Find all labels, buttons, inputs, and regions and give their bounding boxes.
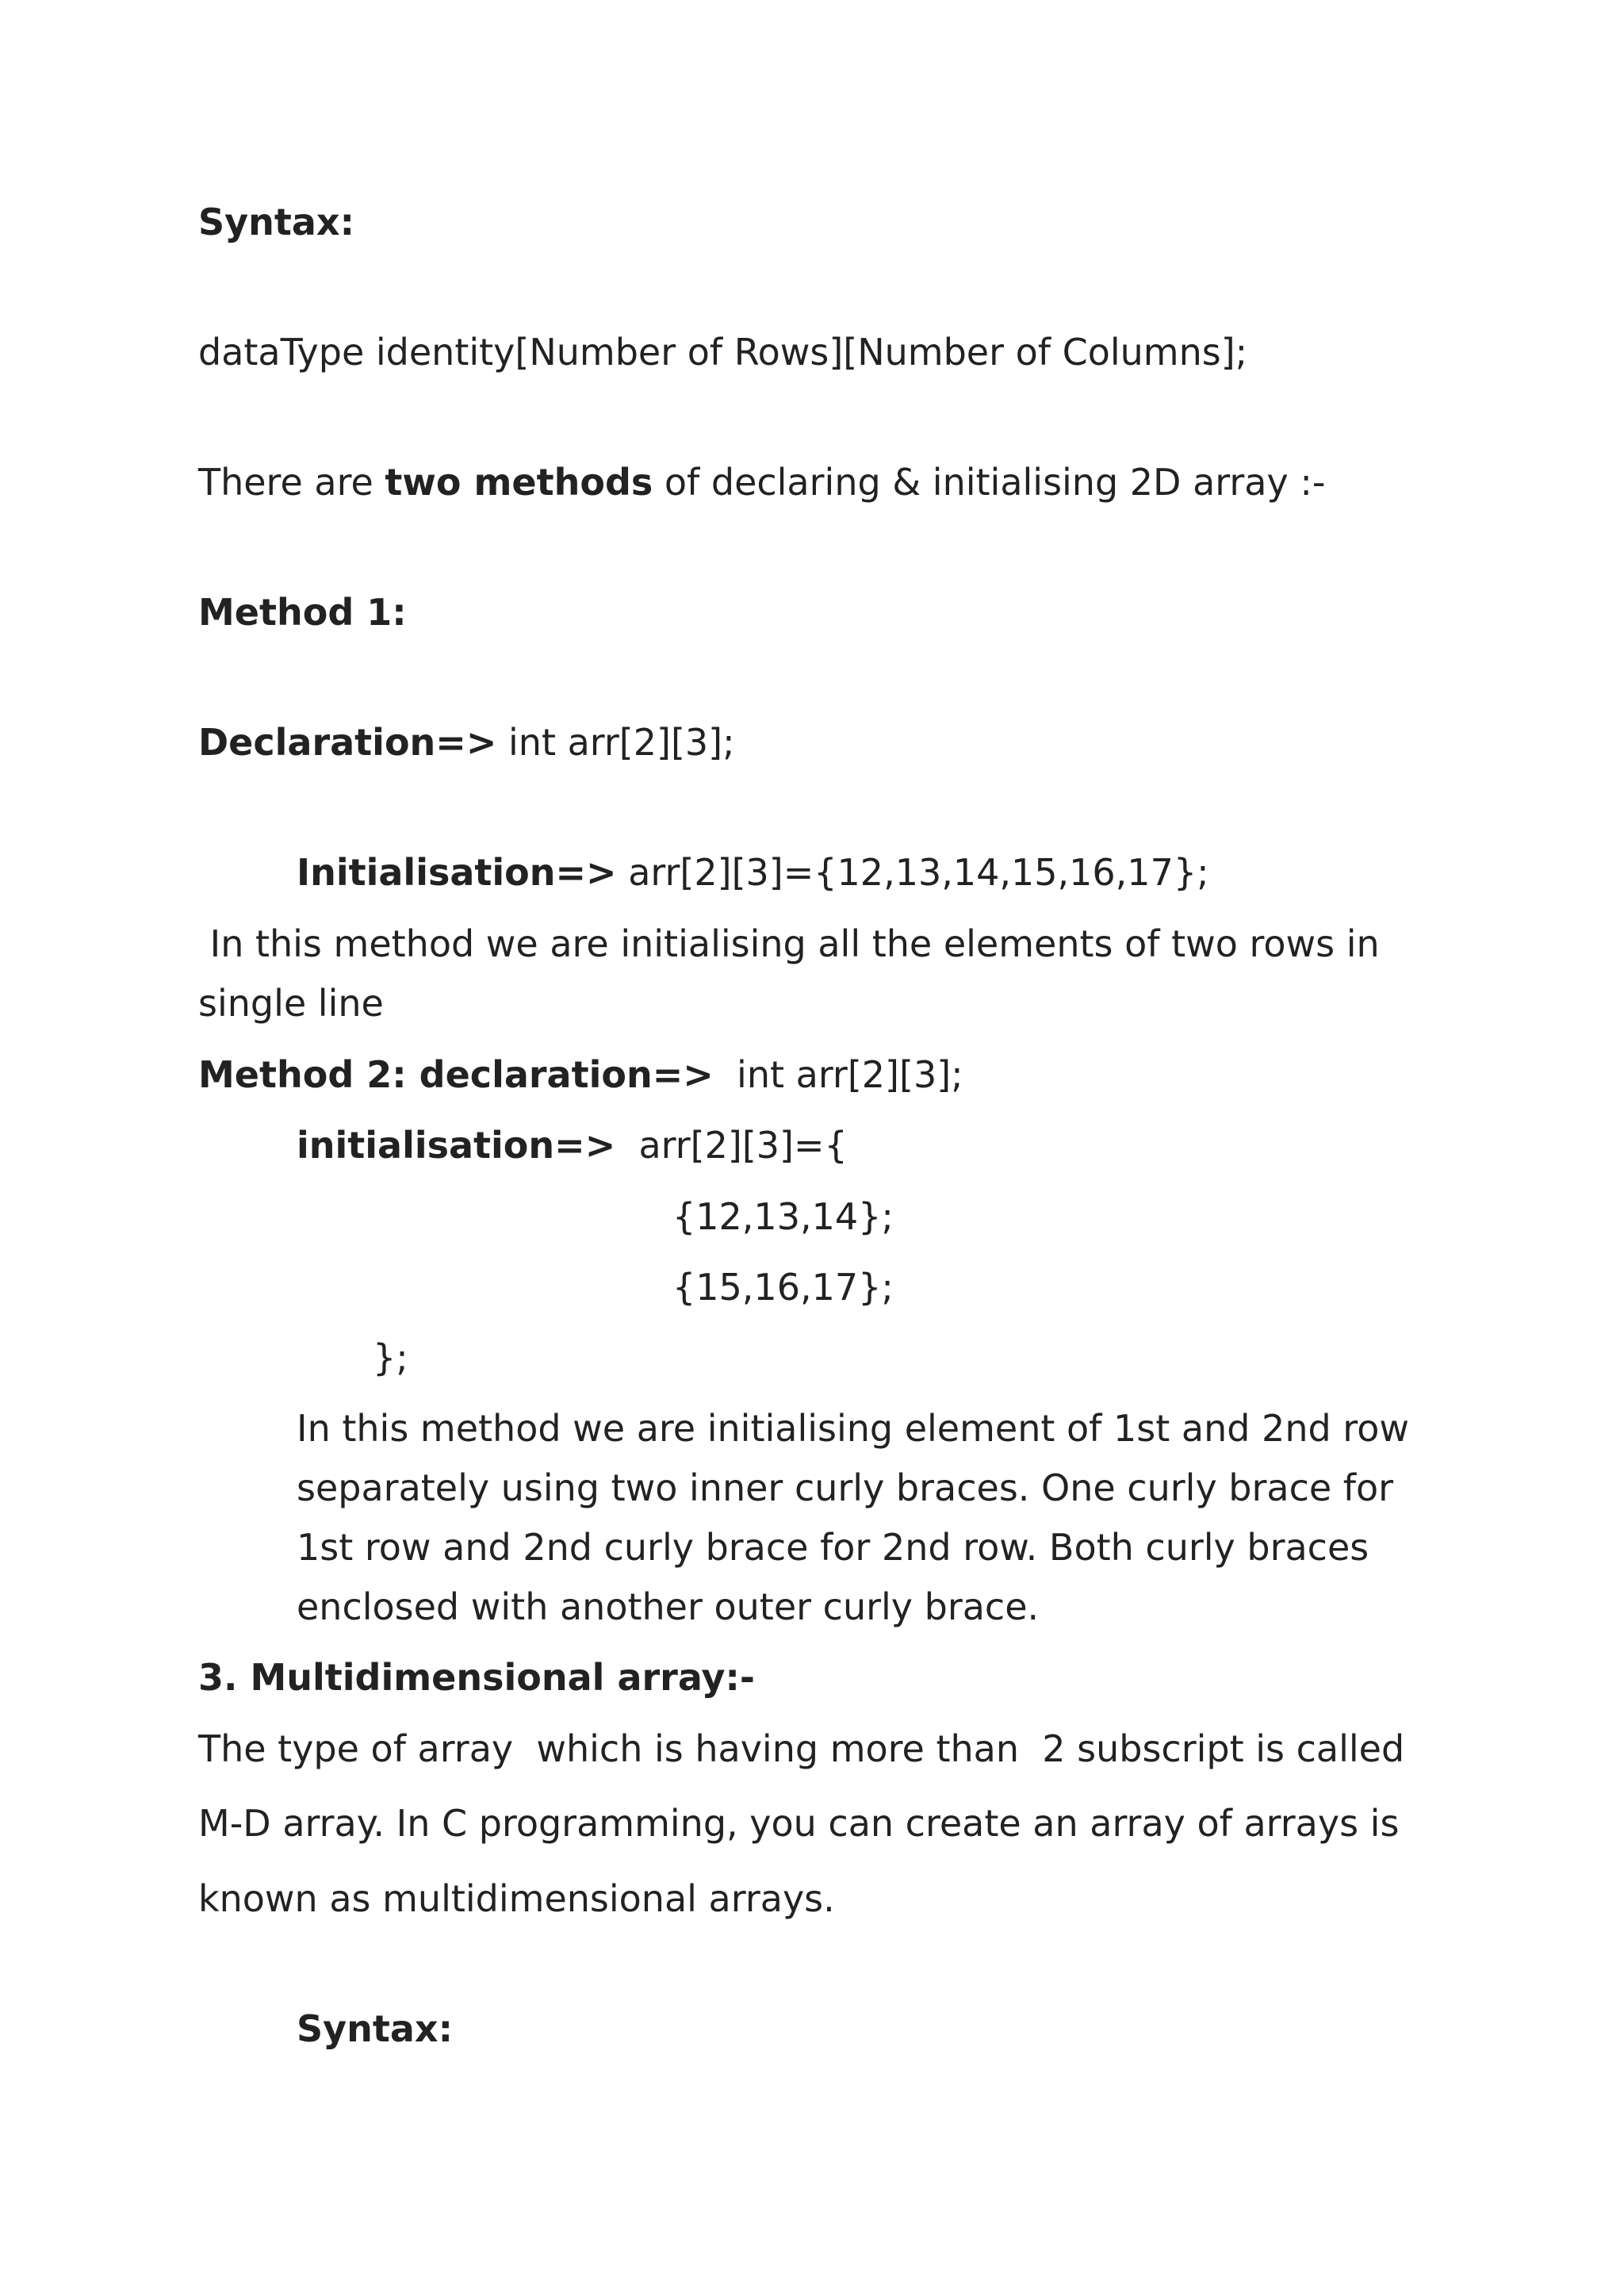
syntax-2d-line: dataType identity[Number of Rows][Number of Columns]; [198,331,1248,374]
method2-initialisation-label: initialisation=> [297,1124,616,1167]
method1-declaration-code: int arr[2][3]; [496,721,735,764]
method2-explanation-line1: In this method we are initialising element of 1st and 2nd row [297,1407,1409,1450]
method2-heading-label: Method 2: declaration=> [198,1053,714,1096]
method2-closing: }; [373,1336,408,1379]
method2-explanation-line4: enclosed with another outer curly brace. [297,1585,1040,1628]
multidim-syntax-heading: Syntax: [297,2007,453,2050]
intro-prefix: There are [198,461,385,504]
method1-heading: Method 1: [198,591,407,634]
method2-row1: {12,13,14}; [672,1195,894,1238]
method1-initialisation-code: arr[2][3]={12,13,14,15,16,17}; [616,851,1209,894]
syntax-heading: Syntax: [198,201,354,243]
method2-explanation-line2: separately using two inner curly braces. One curly brace for [297,1466,1394,1509]
method1-initialisation [297,850,1209,895]
method1-explanation-line2: single line [198,982,384,1025]
multidim-line2: M-D array. In C programming, you can create an array of arrays is [198,1802,1400,1845]
method1-initialisation-label: Initialisation=> [297,851,617,894]
intro-paragraph [198,460,1325,504]
multidim-line3: known as multidimensional arrays. [198,1877,835,1920]
multidim-line1: The type of array which is having more than 2 subscript is called [198,1727,1405,1770]
method2-initialisation-code: arr[2][3]={ [615,1124,848,1167]
method1-explanation-line1: In this method we are initialising all the elements of two rows in [198,922,1380,965]
method1-declaration-label: Declaration=> [198,721,497,764]
multidim-heading: 3. Multidimensional array:- [198,1656,755,1699]
intro-suffix: of declaring & initialising 2D array :- [653,461,1326,504]
method2-initialisation [297,1123,848,1167]
method1-declaration [198,720,735,765]
intro-bold: two methods [385,461,653,504]
method2-explanation-line3: 1st row and 2nd curly brace for 2nd row. Both curly braces [297,1526,1369,1569]
method2-declaration-code: int arr[2][3]; [713,1053,963,1096]
method2-declaration [198,1052,963,1097]
method2-row2: {15,16,17}; [672,1266,894,1309]
